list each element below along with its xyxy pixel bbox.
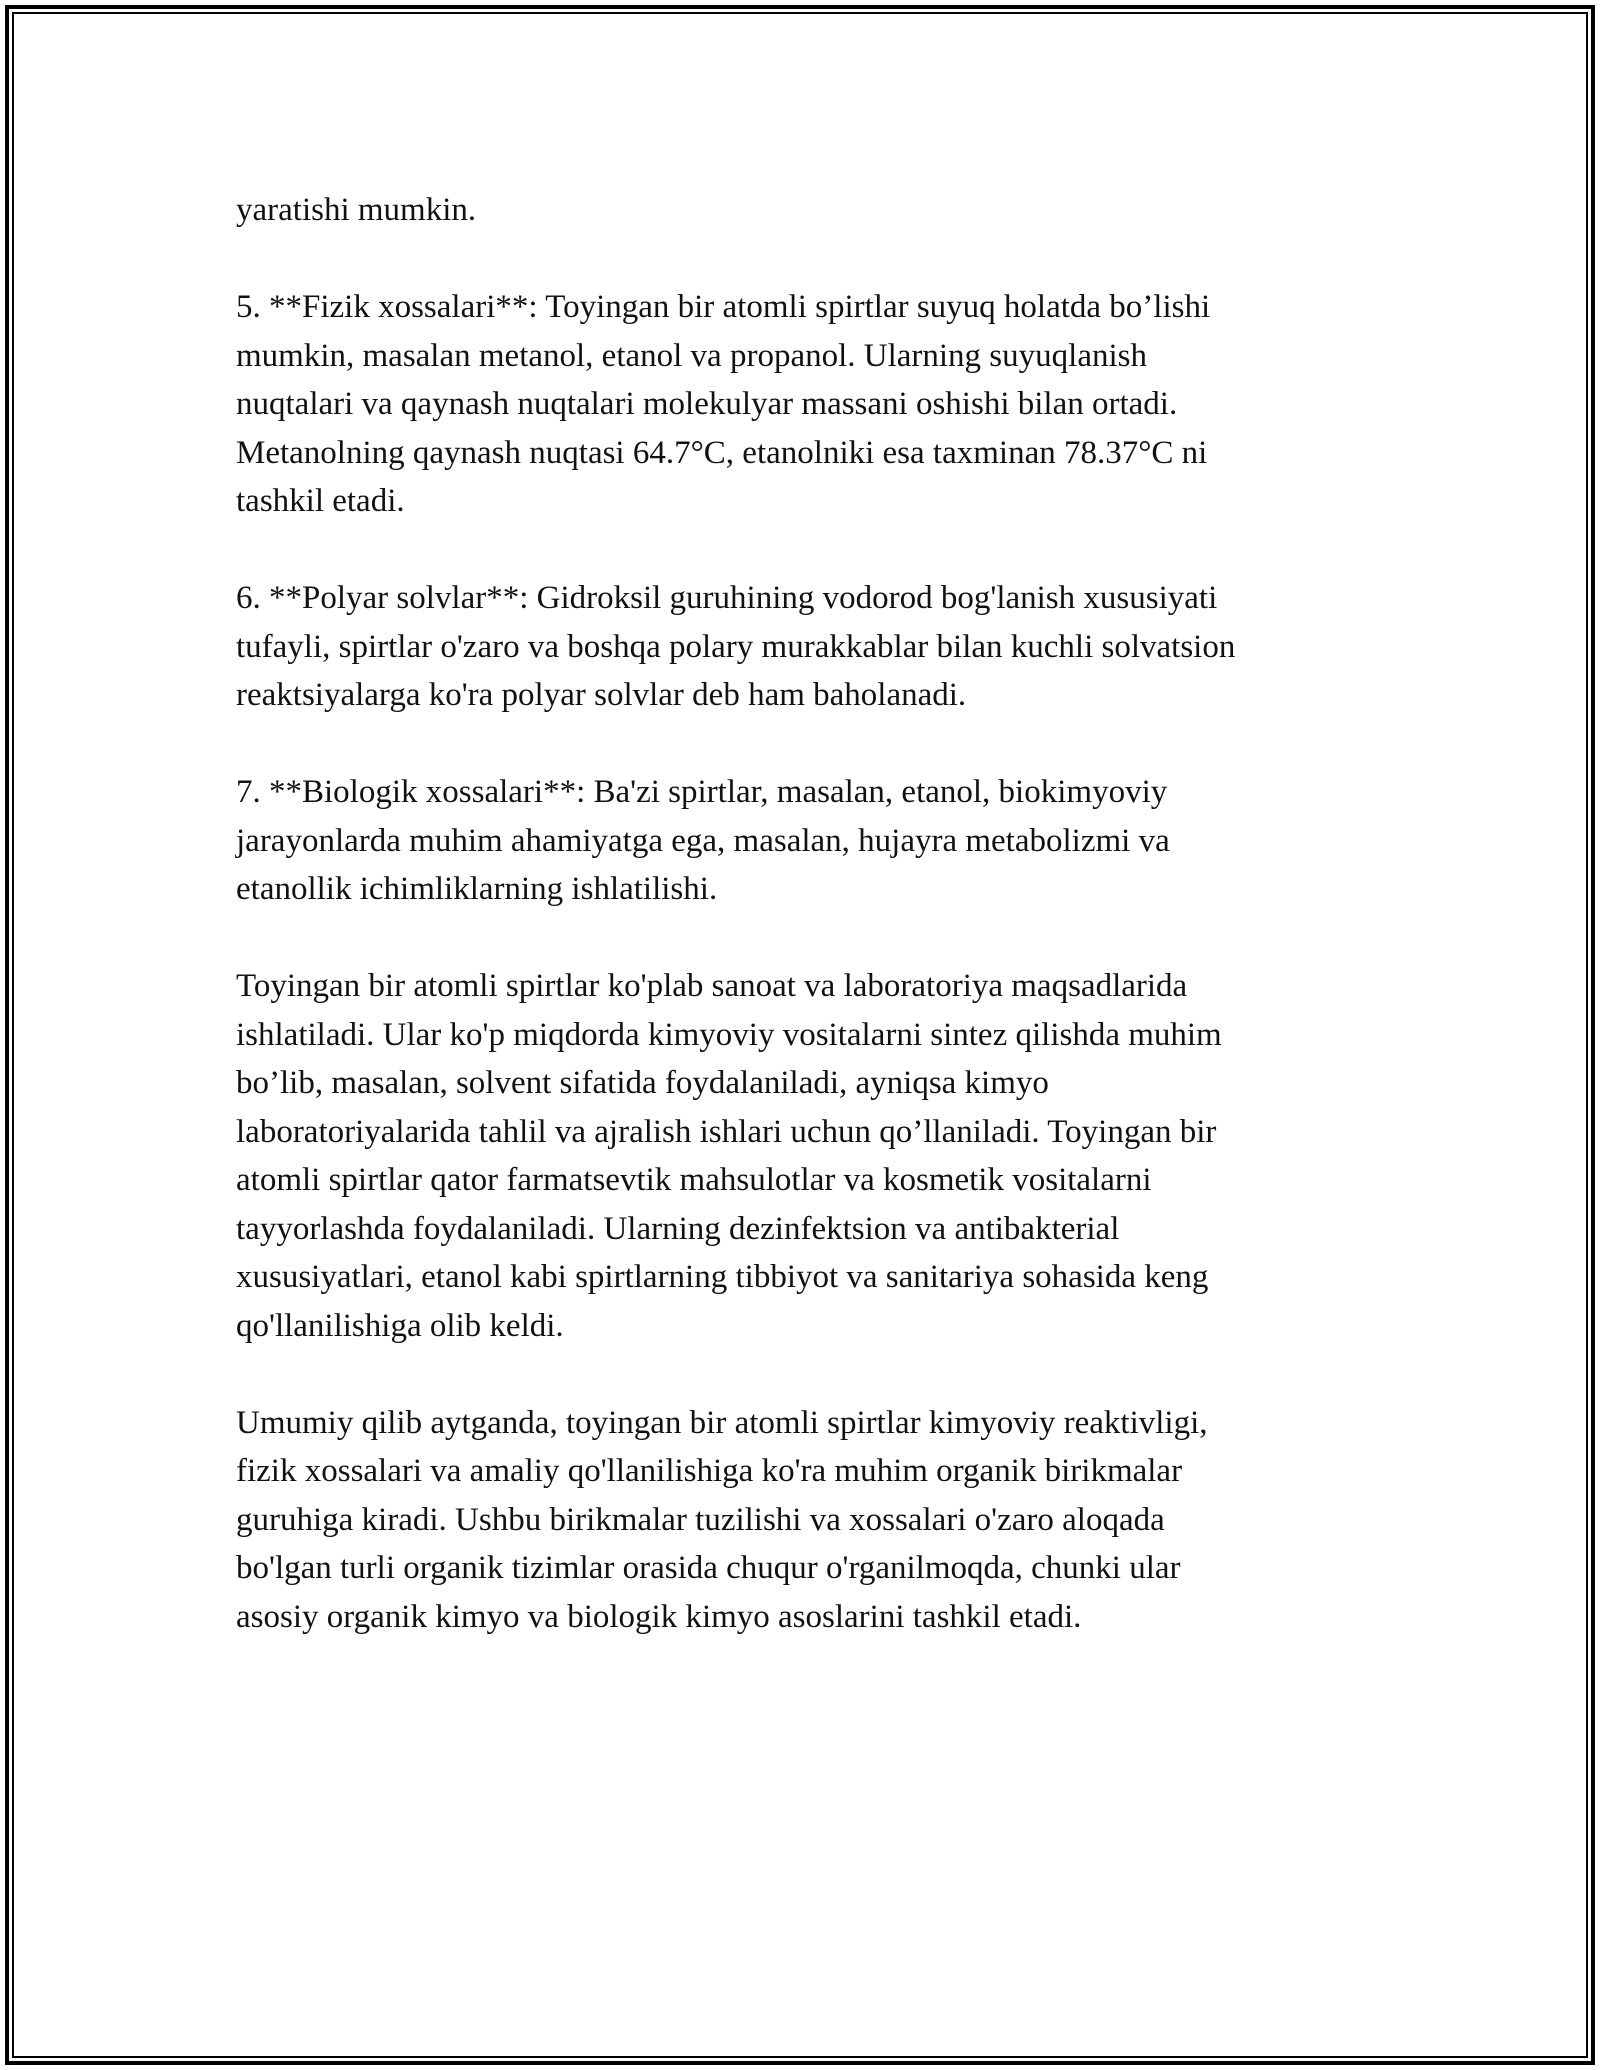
paragraph-continuation: yaratishi mumkin. [236,192,477,228]
paragraph-polar-solvents: 6. **Polyar solvlar**: Gidroksil guruhining vodorod bog'lanish xususiyati tufayli, spirtlar o'zaro va boshqa polary murakkablar bilan kuchli solvatsion reaktsiyalarga ko'ra polyar solvlar deb ham baholanadi. [236,580,1236,713]
document-body [236,186,1376,1641]
paragraph-applications: Toyingan bir atomli spirtlar ko'plab sanoat va laboratoriya maqsadlarida ishlatiladi. Ular ko'p miqdorda kimyoviy vositalarni sintez qilishda muhim bo’lib, masalan, solvent sifatida foydalaniladi, ayniqsa kimyo laboratoriyalarida tahlil va ajralish ishlari uchun qo’llaniladi. Toyingan bir atomli spirtlar qator farmatsevtik mahsulotlar va kosmetik vositalarni tayyorlashda foydalaniladi. Ularning dezinfektsion va antibakterial xususiyatlari, etanol kabi spirtlarning tibbiyot va sanitariya sohasida keng qo'llanilishiga olib keldi. [236,968,1222,1344]
paragraph-conclusion: Umumiy qilib aytganda, toyingan bir atomli spirtlar kimyoviy reaktivligi, fizik xossalari va amaliy qo'llanilishiga ko'ra muhim organik birikmalar guruhiga kiradi. Ushbu birikmalar tuzilishi va xossalari o'zaro aloqada bo'lgan turli organik tizimlar orasida chuqur o'rganilmoqda, chunki ular asosiy organik kimyo va biologik kimyo asoslarini tashkil etadi. [236,1404,1208,1635]
paragraph-biological-properties: 7. **Biologik xossalari**: Ba'zi spirtlar, masalan, etanol, biokimyoviy jarayonlarda muhim ahamiyatga ega, masalan, hujayra metabolizmi va etanollik ichimliklarning ishlatilishi. [236,774,1170,907]
paragraph-physical-properties: 5. **Fizik xossalari**: Toyingan bir atomli spirtlar suyuq holatda bo’lishi mumkin, masalan metanol, etanol va propanol. Ularning suyuqlanish nuqtalari va qaynash nuqtalari molekulyar massani oshishi bilan ortadi. Metanolning qaynash nuqtasi 64.7°C, etanolniki esa taxminan 78.37°C ni tashkil etadi. [236,289,1211,519]
